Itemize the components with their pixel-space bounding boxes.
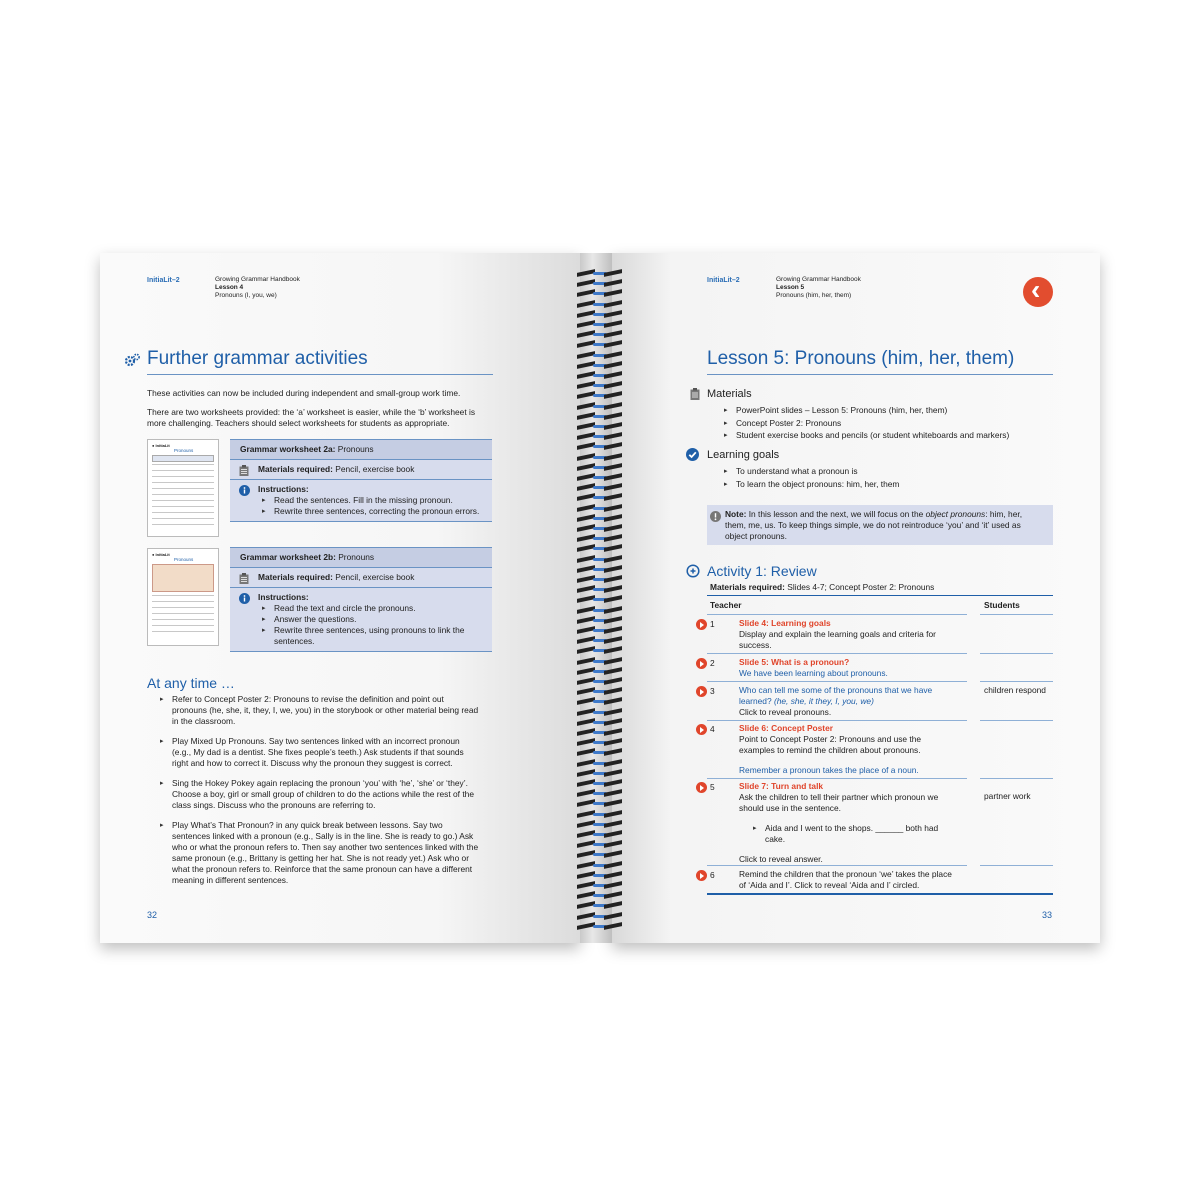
- spiral-coil: [573, 462, 627, 471]
- right-page: InitiaLit–2 Growing Grammar Handbook Lesson 5 Pronouns (him, her, them) ‹ Lesson 5: Pronouns (him, her, them) Materials ▸ PowerPoint slides – Lesson 5: Pronouns (him, her, them) ▸ Concept Poster 2: Pronouns ▸ Student exercise books and pencils (or student whiteboards and markers) Learning goals ▸ To understand what a pronoun is ▸ To learn the object pronouns: him, her, them Note: In this lesson and the next, we will focus on the object pronouns: him, her, them, me, us. To keep things simple, we do not reintroduce ‘you’ and ‘it’ used as object pronouns. Activity 1: Review Materials required: Slides 4-7; Concept Poster 2: Pronouns Teacher Students 1 Slide 4: Learning goals Display and explain the learning goals and criteria for success. 2 Slide 5: What is a pronoun? We have been learning about pronouns. 3 Who can tell me some of the pronouns that we have learned? (he, she, it they, I, you, we) Click to reveal pronouns. children respond 4 Slide 6: Concept Poster Point to Concept Poster 2: Pronouns and use the examples to remind the children about pronouns. Remember a pronoun takes the place of a noun. 5 Slide 7: Turn and talk Ask the children to tell their partner which pronoun we should use in the sentence. ▸ Aida and I went to the shops. ______ both had cake. Click to reveal answer. partner work 6 Remind the children that the pronoun ‘we’ takes the place of ‘Aida and I’. Click to reveal ‘Aida and I’ circled. 33: [612, 253, 1100, 943]
- spiral-coil: [573, 656, 627, 665]
- spiral-coil: [573, 574, 627, 583]
- play-icon[interactable]: [696, 686, 707, 697]
- spiral-coil: [573, 533, 627, 542]
- spiral-coil: [573, 727, 627, 736]
- table-row: Slide 4: Learning goals Display and explain the learning goals and criteria for success.: [739, 618, 936, 650]
- worksheet-2b-instructions: Instructions: ▸ Read the text and circle the pronouns. ▸ Answer the questions. ▸ Rewrite three sentences, using pronouns to link the sentences.: [230, 588, 492, 651]
- spiral-coil: [573, 860, 627, 869]
- info-icon: [239, 593, 249, 604]
- play-icon[interactable]: [696, 658, 707, 669]
- page-number: 33: [1042, 910, 1053, 920]
- checkmark-icon: [686, 448, 699, 466]
- spiral-coil: [573, 411, 627, 420]
- page-title: Further grammar activities: [147, 348, 368, 369]
- worksheet-2b-title: Grammar worksheet 2b: Pronouns: [230, 548, 492, 568]
- worksheet-2b-thumbnail: ● InitiaLit Pronouns: [147, 548, 219, 646]
- spiral-coil: [573, 421, 627, 430]
- list-item: ▸ Play Mixed Up Pronouns. Say two sentences linked with an incorrect pronoun (e.g., My dad is a dentist. She fixes people’s teeth.) Ask students if that sounds right and how to correct it. Discuss why the pronoun they suggest is correct.: [160, 736, 500, 769]
- anytime-list: [160, 694, 500, 886]
- clipboard-icon: [239, 573, 249, 584]
- spiral-coil: [573, 768, 627, 777]
- spiral-coil: [573, 635, 627, 644]
- spiral-coil: [573, 686, 627, 695]
- spiral-coil: [573, 839, 627, 848]
- spiral-coil: [573, 513, 627, 522]
- clipboard-icon: [690, 387, 700, 405]
- table-row: Who can tell me some of the pronouns that we have learned? (he, she, it they, I, you, we) Click to reveal pronouns.: [739, 685, 933, 717]
- spiral-coil: [573, 503, 627, 512]
- spiral-coil: [573, 921, 627, 930]
- spiral-coil: [573, 594, 627, 603]
- worksheet-2b-materials: Materials required: Pencil, exercise book: [230, 568, 492, 588]
- spiral-coil: [573, 870, 627, 879]
- spiral-coil: [573, 676, 627, 685]
- play-icon[interactable]: [696, 782, 707, 793]
- worksheet-2a-steps: ▸ Read the sentences. Fill in the missing pronoun. ▸ Rewrite three sentences, correcting the pronoun errors.: [262, 495, 484, 517]
- note-text: Note: In this lesson and the next, we will focus on the object pronouns: him, her, them, me, us. To keep things simple, we do not reintroduce ‘you’ and ‘it’ used as object pronouns.: [725, 509, 1023, 541]
- spiral-coil: [573, 441, 627, 450]
- spiral-coil: [573, 452, 627, 461]
- info-icon: [239, 485, 249, 496]
- spiral-coil: [573, 666, 627, 675]
- brand-logo: InitiaLit–2: [707, 277, 740, 284]
- spiral-coil: [573, 482, 627, 491]
- spiral-coil: [573, 778, 627, 787]
- spiral-coil: [573, 707, 627, 716]
- spiral-coil: [573, 788, 627, 797]
- worksheet-2b-steps: ▸ Read the text and circle the pronouns. ▸ Answer the questions. ▸ Rewrite three sentences, using pronouns to link the sentences.: [262, 603, 484, 647]
- spiral-coil: [573, 543, 627, 552]
- activity-icon: [686, 564, 700, 583]
- play-icon[interactable]: [696, 619, 707, 630]
- clipboard-icon: [239, 465, 249, 476]
- spiral-coil: [573, 737, 627, 746]
- spiral-coil: [573, 717, 627, 726]
- spiral-coil: [573, 809, 627, 818]
- spiral-coil: [573, 798, 627, 807]
- worksheet-2a-title: Grammar worksheet 2a: Pronouns: [230, 440, 492, 460]
- back-button[interactable]: [1023, 274, 1053, 307]
- spiral-coil: [573, 370, 627, 379]
- spiral-coil: [573, 911, 627, 920]
- list-item: ▸ Sing the Hokey Pokey again replacing the pronoun ‘you’ with ‘he’, ‘she’ or ‘they’. Choose a boy, girl or small group of children to do the actions while the rest of the class sings. Discuss who the pronouns are referring to.: [160, 778, 500, 811]
- spiral-coil: [573, 900, 627, 909]
- spiral-coil: [573, 758, 627, 767]
- spiral-coil: [573, 625, 627, 634]
- intro-text: These activities can now be included during independent and small-group work time.: [147, 388, 461, 398]
- column-header-students: Students: [984, 600, 1020, 610]
- intro-text: There are two worksheets provided: the ‘a’ worksheet is easier, while the ‘b’ worksheet is more challenging. Teachers should select worksheets for students as appropriate.: [147, 407, 476, 428]
- spiral-binding: [573, 268, 627, 936]
- worksheet-2a-materials: Materials required: Pencil, exercise book: [230, 460, 492, 480]
- spiral-coil: [573, 380, 627, 389]
- spiral-coil: [573, 523, 627, 532]
- section-heading: At any time …: [147, 675, 235, 691]
- spiral-coil: [573, 880, 627, 889]
- activity-materials: Materials required: Slides 4-7; Concept Poster 2: Pronouns: [710, 582, 935, 592]
- title-rule: [147, 374, 493, 375]
- lesson-title: Lesson 5: Pronouns (him, her, them): [707, 348, 1015, 369]
- student-response: children respond: [984, 685, 1046, 695]
- column-header-teacher: Teacher: [710, 600, 742, 610]
- table-row: Slide 7: Turn and talk Ask the children to tell their partner which pronoun we should use in the sentence. ▸ Aida and I went to the shops. ______ both had cake. Click to reveal answer.: [739, 781, 969, 865]
- table-row: Slide 5: What is a pronoun? We have been learning about pronouns.: [739, 657, 888, 678]
- materials-list: ▸ PowerPoint slides – Lesson 5: Pronouns (him, her, them) ▸ Concept Poster 2: Pronouns ▸ Student exercise books and pencils (or student whiteboards and markers): [724, 405, 1044, 441]
- spiral-coil: [573, 431, 627, 440]
- worksheet-2a-box: [230, 439, 492, 522]
- materials-heading: Materials: [707, 388, 752, 400]
- brand-logo: InitiaLit–2: [147, 277, 180, 284]
- student-response: partner work: [984, 791, 1031, 801]
- spiral-coil: [573, 401, 627, 410]
- worksheet-2a-thumbnail: ● InitiaLit Pronouns: [147, 439, 219, 537]
- spiral-coil: [573, 288, 627, 297]
- left-page: [100, 253, 580, 943]
- spiral-coil: [573, 696, 627, 705]
- spiral-coil: [573, 360, 627, 369]
- spiral-coil: [573, 645, 627, 654]
- gears-icon: [123, 353, 141, 367]
- alert-icon: [710, 509, 721, 527]
- spiral-coil: [573, 747, 627, 756]
- list-item: ▸ Refer to Concept Poster 2: Pronouns to revise the definition and point out pronouns (he, she, it, they, I, we, you) in the storybook or other material being read in the classroom.: [160, 694, 500, 727]
- spiral-coil: [573, 299, 627, 308]
- spiral-coil: [573, 584, 627, 593]
- spiral-coil: [573, 329, 627, 338]
- title-rule: [707, 374, 1053, 375]
- spiral-coil: [573, 319, 627, 328]
- spiral-coil: [573, 849, 627, 858]
- spiral-coil: [573, 564, 627, 573]
- spiral-coil: [573, 819, 627, 828]
- goals-list: ▸ To understand what a pronoun is ▸ To learn the object pronouns: him, her, them: [724, 466, 1044, 490]
- spiral-coil: [573, 615, 627, 624]
- spiral-coil: [573, 268, 627, 277]
- play-icon[interactable]: [696, 870, 707, 881]
- play-icon[interactable]: [696, 724, 707, 735]
- page-header: Growing Grammar Handbook Lesson 4 Pronouns (I, you, we): [215, 276, 300, 299]
- table-row: Slide 6: Concept Poster Point to Concept Poster 2: Pronouns and use the examples to remind the children about pronouns. Remember a pronoun takes the place of a noun.: [739, 723, 922, 775]
- worksheet-2b-box: [230, 547, 492, 652]
- page-header: Growing Grammar Handbook Lesson 5 Pronouns (him, her, them): [776, 276, 861, 299]
- spiral-coil: [573, 605, 627, 614]
- spiral-coil: [573, 339, 627, 348]
- worksheet-2a-instructions: Instructions: ▸ Read the sentences. Fill in the missing pronoun. ▸ Rewrite three sentences, correcting the pronoun errors.: [230, 480, 492, 521]
- spiral-coil: [573, 278, 627, 287]
- spiral-coil: [573, 472, 627, 481]
- spiral-coil: [573, 309, 627, 318]
- table-row: Remind the children that the pronoun ‘we’ takes the place of ‘Aida and I’. Click to reveal ‘Aida and I’ circled.: [739, 869, 952, 890]
- goals-heading: Learning goals: [707, 449, 780, 461]
- spiral-coil: [573, 554, 627, 563]
- spiral-coil: [573, 350, 627, 359]
- activity-heading: Activity 1: Review: [707, 563, 817, 579]
- note-box: [707, 505, 1053, 545]
- spiral-coil: [573, 829, 627, 838]
- list-item: ▸ Play What’s That Pronoun? in any quick break between lessons. Say two sentences linked with a pronoun (e.g., Sally is in the line. She is ready to go.) Ask who or what the pronoun refers to. Then say another two sentences linked with the same pronoun (e.g., Brittany is getting her hat. She is not ready yet.) Ask who or what the pronoun refers to. Reinforce that the same pronoun can have a different meaning in different sentences.: [160, 820, 500, 886]
- chevron-left-icon: ‹: [1031, 274, 1041, 305]
- spiral-coil: [573, 390, 627, 399]
- spiral-coil: [573, 492, 627, 501]
- spiral-coil: [573, 890, 627, 899]
- page-number: 32: [147, 910, 158, 920]
